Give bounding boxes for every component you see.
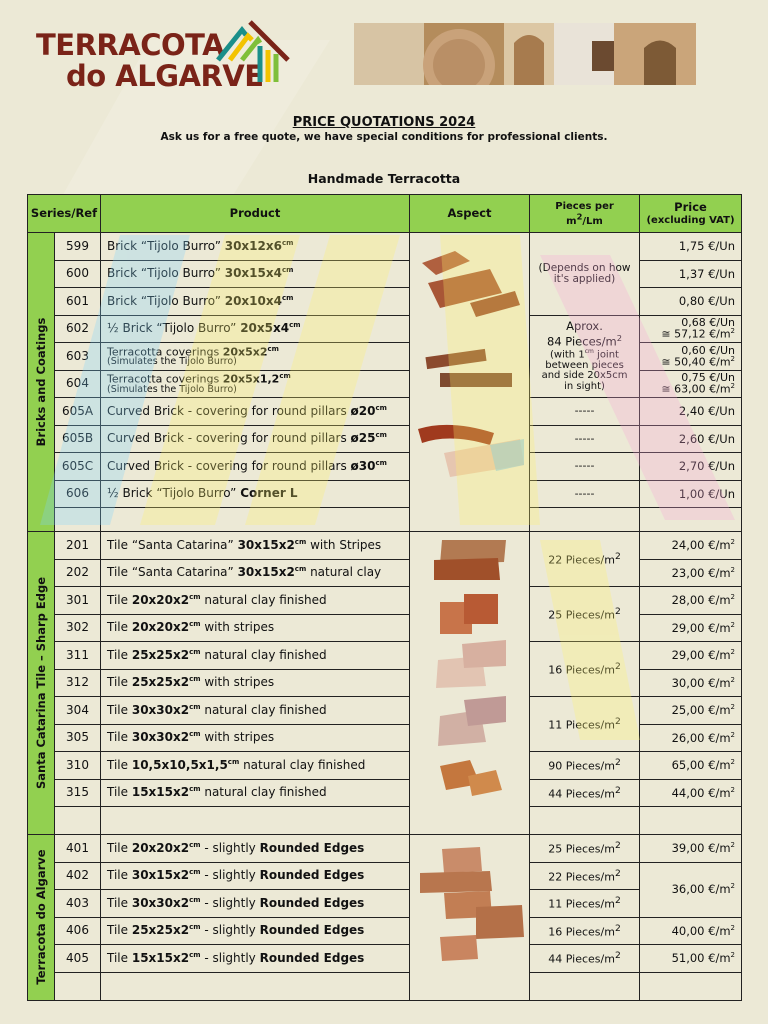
ref-cell: 312 (55, 669, 101, 697)
product-cell: Tile $25x25x2^{cm}$ with stripes (101, 669, 410, 697)
product-cell: Brick “Tijolo Burro” $30x12x6^{cm}$ (101, 233, 410, 261)
product-cell: Tile $15x15x2^{cm}$ natural clay finished (101, 779, 410, 807)
price-cell: 51,00 $€/m^2$ (640, 945, 742, 973)
pieces-cell: 22 Pieces/$m^2$ (530, 532, 640, 587)
product-cell: Tile $25x25x2^{cm}$ - slightly Rounded Edges (101, 917, 410, 945)
product-cell: Terracotta coverings $20x5x2^{cm}$ (Simulates the Tijolo Burro) (101, 343, 410, 371)
pieces-cell: ----- (530, 480, 640, 508)
pieces-cell: 11 Pieces/$m^2$ (530, 697, 640, 752)
table-row (28, 752, 742, 780)
pieces-cell: ----- (530, 425, 640, 453)
ref-cell: 604 (55, 370, 101, 398)
price-cell: 0,75 €/Un ≅ 63,00 $€/m^2$ (640, 370, 742, 398)
ref-cell: 305 (55, 724, 101, 752)
ref-cell: 602 (55, 315, 101, 343)
logo-roof-icon (216, 20, 300, 84)
price-cell: 1,75 €/Un (640, 233, 742, 261)
price-cell: 30,00 $€/m^2$ (640, 669, 742, 697)
page-subtitle: Ask us for a free quote, we have special conditions for professional clients. (160, 131, 608, 143)
table-row (28, 697, 742, 725)
page-title: PRICE QUOTATIONS 2024 (292, 115, 476, 130)
product-cell: Curved Brick - covering for round pillars $ø30^{cm}$ (101, 453, 410, 481)
price-cell: 39,00 $€/m^2$ (640, 835, 742, 863)
table-row (28, 779, 742, 807)
product-cell: ½ Brick “Tijolo Burro” Corner L (101, 480, 410, 508)
price-cell: 1,00 €/Un (640, 480, 742, 508)
product-cell: Tile “Santa Catarina” $30x15x2^{cm}$ natural clay (101, 559, 410, 587)
price-cell: 25,00 $€/m^2$ (640, 697, 742, 725)
pieces-cell: (Depends on how it's applied) (530, 233, 640, 316)
pieces-cell: 16 Pieces/$m^2$ (530, 917, 640, 945)
pieces-cell: 90 Pieces/$m^2$ (530, 752, 640, 780)
pieces-cell: 44 Pieces/$m^2$ (530, 945, 640, 973)
ref-cell: 315 (55, 779, 101, 807)
product-cell: Curved Brick - covering for round pillars $ø20^{cm}$ (101, 398, 410, 426)
product-cell: Terracotta coverings $20x5x1,2^{cm}$ (Simulates the Tijolo Burro) (101, 370, 410, 398)
group-label: Terracota do Algarve (28, 835, 55, 1001)
pieces-cell: 16 Pieces/$m^2$ (530, 642, 640, 697)
table-row (28, 917, 742, 945)
table-header-row (28, 195, 742, 233)
pieces-cell: ----- (530, 398, 640, 426)
price-cell: 23,00 $€/m^2$ (640, 559, 742, 587)
product-cell: Curved Brick - covering for round pillars $ø25^{cm}$ (101, 425, 410, 453)
logo-line1: TERRACOTA (36, 28, 225, 62)
table-row (28, 972, 742, 1000)
price-cell: 2,70 €/Un (640, 453, 742, 481)
ref-cell: 603 (55, 343, 101, 371)
price-cell: 65,00 $€/m^2$ (640, 752, 742, 780)
table-row (28, 398, 742, 426)
terracotta-sample-icon (410, 233, 530, 536)
price-cell: 26,00 $€/m^2$ (640, 724, 742, 752)
ref-cell: 301 (55, 587, 101, 615)
pieces-cell: Aprox. 84 Pieces/$m^2$ (with $1^{cm}$ joint between pieces and side 20x5cm in sight) (530, 315, 640, 398)
price-cell: 2,60 €/Un (640, 425, 742, 453)
price-cell: 0,68 €/Un ≅ 57,12 $€/m^2$ (640, 315, 742, 343)
pieces-cell: 25 Pieces/$m^2$ (530, 587, 640, 642)
ref-cell: 599 (55, 233, 101, 261)
ref-cell: 401 (55, 835, 101, 863)
ref-cell: 202 (55, 559, 101, 587)
table-row (28, 453, 742, 481)
price-cell: 40,00 $€/m^2$ (640, 917, 742, 945)
ref-cell: 601 (55, 288, 101, 316)
product-cell: Tile “Santa Catarina” $30x15x2^{cm}$ with Stripes (101, 532, 410, 560)
price-cell: 36,00 $€/m^2$ (640, 862, 742, 917)
header-photo (354, 23, 696, 85)
price-cell: 28,00 $€/m^2$ (640, 587, 742, 615)
product-photo (410, 532, 530, 835)
ref-cell: 605A (55, 398, 101, 426)
product-cell: Tile $30x30x2^{cm}$ with stripes (101, 724, 410, 752)
pieces-cell: 44 Pieces/$m^2$ (530, 779, 640, 807)
product-cell: Tile $30x30x2^{cm}$ natural clay finished (101, 697, 410, 725)
price-table (27, 194, 742, 1001)
product-cell: Tile $20x20x2^{cm}$ natural clay finished (101, 587, 410, 615)
ref-cell: 311 (55, 642, 101, 670)
product-cell: Tile $30x15x2^{cm}$ - slightly Rounded Edges (101, 862, 410, 890)
col-pieces: Pieces per $m^2/Lm$ (530, 195, 640, 233)
price-cell: 1,37 €/Un (640, 260, 742, 288)
ref-cell: 405 (55, 945, 101, 973)
product-cell: Tile $25x25x2^{cm}$ natural clay finished (101, 642, 410, 670)
pieces-cell: 25 Pieces/$m^2$ (530, 835, 640, 863)
table-row (28, 587, 742, 615)
section-title: Handmade Terracotta (307, 171, 461, 186)
table-row (28, 945, 742, 973)
product-cell: Tile $20x20x2^{cm}$ - slightly Rounded Edges (101, 835, 410, 863)
group-label: Bricks and Coatings (28, 233, 55, 532)
table-row (28, 508, 742, 532)
price-cell: 0,60 €/Un ≅ 50,40 $€/m^2$ (640, 343, 742, 371)
ref-cell: 606 (55, 480, 101, 508)
table-row (28, 480, 742, 508)
table-row (28, 862, 742, 890)
table-row (28, 233, 742, 261)
ref-cell: 304 (55, 697, 101, 725)
ref-cell: 310 (55, 752, 101, 780)
col-price: Price (excluding VAT) (640, 195, 742, 233)
product-cell: Brick “Tijolo Burro” $20x10x4^{cm}$ (101, 288, 410, 316)
group-label: Santa Catarina Tile – Sharp Edge (28, 532, 55, 835)
price-cell: 24,00 $€/m^2$ (640, 532, 742, 560)
table-row (28, 890, 742, 918)
ref-cell: 605C (55, 453, 101, 481)
price-cell: 0,80 €/Un (640, 288, 742, 316)
product-cell: Brick “Tijolo Burro” $30x15x4^{cm}$ (101, 260, 410, 288)
table-row (28, 835, 742, 863)
table-row (28, 425, 742, 453)
table-row (28, 315, 742, 343)
table-row (28, 807, 742, 835)
col-series: Series/Ref (28, 195, 101, 233)
price-cell: 29,00 $€/m^2$ (640, 614, 742, 642)
pieces-cell: 22 Pieces/$m^2$ (530, 862, 640, 890)
terracotta-sample-icon (410, 532, 530, 835)
col-aspect: Aspect (410, 195, 530, 233)
ref-cell: 402 (55, 862, 101, 890)
product-cell: Tile $10,5x10,5x1,5^{cm}$ natural clay finished (101, 752, 410, 780)
price-cell: 29,00 $€/m^2$ (640, 642, 742, 670)
product-cell: Tile $20x20x2^{cm}$ with stripes (101, 614, 410, 642)
ref-cell: 406 (55, 917, 101, 945)
ref-cell: 600 (55, 260, 101, 288)
pieces-cell: 11 Pieces/$m^2$ (530, 890, 640, 918)
product-cell: Tile $15x15x2^{cm}$ - slightly Rounded Edges (101, 945, 410, 973)
logo-line2: do ALGARVE (66, 59, 264, 93)
table-row (28, 642, 742, 670)
product-photo (410, 233, 530, 532)
terracotta-sample-icon (410, 835, 530, 1000)
pieces-cell: ----- (530, 453, 640, 481)
ref-cell: 403 (55, 890, 101, 918)
product-cell: ½ Brick “Tijolo Burro” $20x5x4^{cm}$ (101, 315, 410, 343)
product-photo (410, 835, 530, 1001)
price-cell: 44,00 $€/m^2$ (640, 779, 742, 807)
ref-cell: 605B (55, 425, 101, 453)
col-product: Product (101, 195, 410, 233)
price-cell: 2,40 €/Un (640, 398, 742, 426)
ref-cell: 302 (55, 614, 101, 642)
ref-cell: 201 (55, 532, 101, 560)
product-cell: Tile $30x30x2^{cm}$ - slightly Rounded Edges (101, 890, 410, 918)
table-row (28, 532, 742, 560)
